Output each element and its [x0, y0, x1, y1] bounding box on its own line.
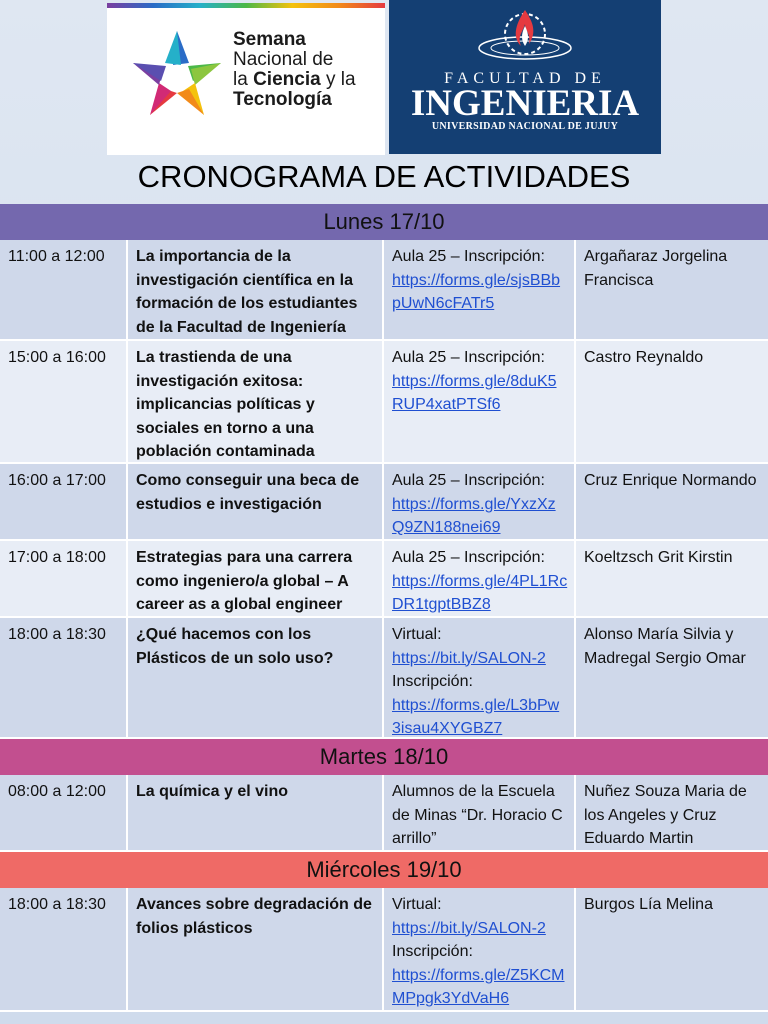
place-text: Inscripción:	[392, 943, 473, 960]
place-text: Aula 25 – Inscripción:	[392, 349, 545, 366]
activity-title-cell: Estrategias para una carrera como ingeniero/a global – A career as a global engineer	[128, 541, 384, 618]
speaker-cell: Koeltzsch Grit Kirstin	[576, 541, 768, 618]
table-row	[0, 240, 768, 341]
time-cell: 15:00 a 16:00	[0, 341, 128, 464]
registration-link[interactable]: https://forms.gle/Z5KCMMPpgk3YdVaH6	[392, 966, 565, 1007]
fi-line1: FACULTAD DE	[444, 70, 606, 87]
time-cell: 11:00 a 12:00	[0, 240, 128, 341]
activity-title-cell: La trastienda de una investigación exitosa: implicancias políticas y sociales en torno a una población contaminada	[128, 341, 384, 464]
place-cell	[384, 464, 576, 541]
schedule-table	[0, 204, 768, 1012]
day-header: Lunes 17/10	[0, 204, 768, 240]
place-cell	[384, 888, 576, 1012]
time-cell: 08:00 a 12:00	[0, 775, 128, 852]
time-cell: 16:00 a 17:00	[0, 464, 128, 541]
snct-line1: Semana	[233, 29, 306, 50]
day-header: Martes 18/10	[0, 739, 768, 775]
snct-line4: Tecnología	[233, 89, 332, 110]
speaker-cell: Alonso María Silvia y Madregal Sergio Omar	[576, 618, 768, 739]
place-text: Virtual:	[392, 626, 442, 643]
snct-logo	[107, 3, 385, 155]
table-row	[0, 464, 768, 541]
registration-link[interactable]: https://bit.ly/SALON-2	[392, 649, 546, 667]
place-text: Aula 25 – Inscripción:	[392, 549, 545, 566]
place-text: Aula 25 – Inscripción:	[392, 248, 545, 265]
snct-wordmark	[233, 30, 383, 110]
registration-link[interactable]: https://forms.gle/8duK5RUP4xatPTSf6	[392, 372, 557, 413]
place-cell	[384, 618, 576, 739]
activity-title-cell: La química y el vino	[128, 775, 384, 852]
fi-line2: INGENIERIA	[410, 83, 640, 124]
fi-line3: UNIVERSIDAD NACIONAL DE JUJUY	[431, 121, 619, 132]
place-text: Virtual:	[392, 896, 442, 913]
registration-link[interactable]: https://forms.gle/4PL1RcDR1tgptBBZ8	[392, 572, 568, 613]
speaker-cell: Cruz Enrique Normando	[576, 464, 768, 541]
place-text: Aula 25 – Inscripción:	[392, 472, 545, 489]
time-cell: 18:00 a 18:30	[0, 888, 128, 1012]
star-icon	[127, 27, 227, 127]
table-row	[0, 341, 768, 464]
place-cell	[384, 240, 576, 341]
rainbow-bar	[107, 3, 385, 8]
speaker-cell: Castro Reynaldo	[576, 341, 768, 464]
table-row	[0, 618, 768, 739]
header	[0, 0, 768, 156]
snct-line3a: la	[233, 69, 248, 90]
place-cell	[384, 775, 576, 852]
fi-logo	[389, 0, 661, 154]
activity-title-cell: La importancia de la investigación científica en la formación de los estudiantes de la Facultad de Ingeniería	[128, 240, 384, 341]
snct-line3c: y la	[325, 69, 356, 90]
time-cell: 18:00 a 18:30	[0, 618, 128, 739]
day-header: Miércoles 19/10	[0, 852, 768, 888]
page-title: CRONOGRAMA DE ACTIVIDADES	[137, 159, 631, 194]
activity-title-cell: Como conseguir una beca de estudios e investigación	[128, 464, 384, 541]
registration-link[interactable]: https://forms.gle/L3bPw3isau4XYGBZ7	[392, 696, 560, 737]
registration-link[interactable]: https://forms.gle/YxzXzQ9ZN188nei69	[392, 495, 556, 536]
activity-title-cell: Avances sobre degradación de folios plásticos	[128, 888, 384, 1012]
place-text: Inscripción:	[392, 673, 473, 690]
speaker-cell: Argañaraz Jorgelina Francisca	[576, 240, 768, 341]
table-row	[0, 888, 768, 1012]
registration-link[interactable]: https://forms.gle/sjsBBbpUwN6cFATr5	[392, 271, 561, 312]
activity-title-cell: ¿Qué hacemos con los Plásticos de un solo uso?	[128, 618, 384, 739]
time-cell: 17:00 a 18:00	[0, 541, 128, 618]
speaker-cell: Burgos Lía Melina	[576, 888, 768, 1012]
place-cell	[384, 541, 576, 618]
table-row	[0, 775, 768, 852]
snct-line3b: Ciencia	[253, 69, 321, 90]
place-text: Alumnos de la Escuela de Minas “Dr. Horacio Carrillo”	[392, 783, 563, 847]
flame-gear-icon	[475, 4, 575, 70]
registration-link[interactable]: https://bit.ly/SALON-2	[392, 919, 546, 937]
snct-line2: Nacional de	[233, 49, 334, 70]
speaker-cell: Nuñez Souza Maria de los Angeles y Cruz Eduardo Martin	[576, 775, 768, 852]
place-cell	[384, 341, 576, 464]
table-row	[0, 541, 768, 618]
